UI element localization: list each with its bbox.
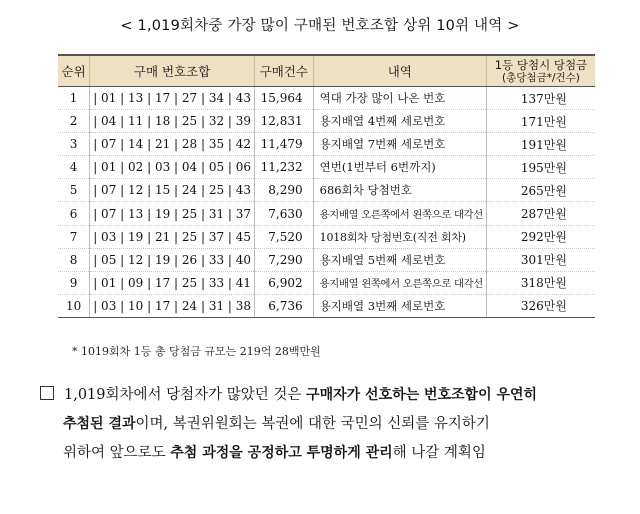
cell-combo: | 04 | 11 | 18 | 25 | 32 | 39 (90, 110, 255, 133)
cell-desc: 용지배열 5번째 세로번호 (313, 248, 486, 271)
cell-count: 15,964 (255, 87, 314, 110)
cell-prize: 326만원 (486, 294, 595, 317)
cell-count: 7,630 (255, 202, 314, 225)
cell-rank: 1 (58, 87, 90, 110)
cell-prize: 171만원 (486, 110, 595, 133)
paragraph-line-2 (40, 410, 610, 439)
cell-combo: | 07 | 12 | 15 | 24 | 25 | 43 (90, 179, 255, 202)
cell-combo: | 01 | 13 | 17 | 27 | 34 | 43 (90, 87, 255, 110)
table-row (58, 87, 595, 110)
cell-rank: 9 (58, 271, 90, 294)
cell-prize: 191만원 (486, 133, 595, 156)
cell-count: 12,831 (255, 110, 314, 133)
checkbox-bullet-icon (40, 386, 54, 400)
cell-rank: 2 (58, 110, 90, 133)
cell-desc: 용지배열 4번째 세로번호 (313, 110, 486, 133)
table-row (58, 156, 595, 179)
cell-combo: | 07 | 14 | 21 | 28 | 35 | 42 (90, 133, 255, 156)
cell-rank: 4 (58, 156, 90, 179)
cell-combo: | 01 | 02 | 03 | 04 | 05 | 06 (90, 156, 255, 179)
table-row (58, 225, 595, 248)
cell-desc: 용지배열 3번째 세로번호 (313, 294, 486, 317)
table-header-row (58, 55, 595, 87)
table-row (58, 179, 595, 202)
cell-rank: 7 (58, 225, 90, 248)
header-prize-sub: (총당첨금*/건수) (502, 71, 580, 84)
paragraph-text: 이며, 복권위원회는 복권에 대한 국민의 신뢰를 유지하기 (135, 416, 490, 432)
header-prize-main: 1등 당첨시 당첨금 (494, 57, 588, 72)
conclusion-paragraph (40, 381, 610, 468)
header-count: 구매건수 (255, 55, 314, 87)
cell-rank: 5 (58, 179, 90, 202)
cell-count: 7,290 (255, 248, 314, 271)
cell-combo: | 03 | 19 | 21 | 25 | 37 | 45 (90, 225, 255, 248)
cell-count: 6,736 (255, 294, 314, 317)
paragraph-text: 1,019회차에서 당첨자가 많았던 것은 (64, 387, 307, 403)
cell-rank: 8 (58, 248, 90, 271)
cell-prize: 301만원 (486, 248, 595, 271)
paragraph-emphasis: 구매자가 선호하는 번호조합이 우연히 (306, 387, 538, 403)
paragraph-text: 위하여 앞으로도 (63, 445, 171, 461)
table-row (58, 271, 595, 294)
table-row (58, 294, 595, 317)
document-title: < 1,019회차중 가장 많이 구매된 번호조합 상위 10위 내역 > (120, 18, 520, 34)
header-prize (486, 55, 595, 87)
header-desc: 내역 (313, 55, 486, 87)
paragraph-line-1 (40, 381, 610, 410)
cell-desc: 용지배열 오른쪽에서 왼쪽으로 대각선 (313, 202, 486, 225)
cell-desc: 연번(1번부터 6번까지) (313, 156, 486, 179)
cell-count: 8,290 (255, 179, 314, 202)
paragraph-emphasis: 추첨 과정을 공정하고 투명하게 관리 (170, 445, 393, 461)
table-footnote: * 1019회차 1등 총 당첨금 규모는 219억 28백만원 (72, 345, 321, 358)
cell-rank: 3 (58, 133, 90, 156)
cell-rank: 6 (58, 202, 90, 225)
cell-combo: | 05 | 12 | 19 | 26 | 33 | 40 (90, 248, 255, 271)
cell-prize: 265만원 (486, 179, 595, 202)
cell-rank: 10 (58, 294, 90, 317)
cell-prize: 287만원 (486, 202, 595, 225)
cell-desc: 1018회차 당첨번호(직전 회차) (313, 225, 486, 248)
cell-combo: | 01 | 09 | 17 | 25 | 33 | 41 (90, 271, 255, 294)
cell-prize: 137만원 (486, 87, 595, 110)
paragraph-text: 해 나갈 계획임 (392, 445, 486, 461)
cell-count: 11,479 (255, 133, 314, 156)
table-row (58, 248, 595, 271)
table-row (58, 133, 595, 156)
table-row (58, 110, 595, 133)
cell-combo: | 07 | 13 | 19 | 25 | 31 | 37 (90, 202, 255, 225)
top10-combinations-table (58, 54, 595, 318)
table-row (58, 202, 595, 225)
header-rank: 순위 (58, 55, 90, 87)
cell-count: 7,520 (255, 225, 314, 248)
cell-prize: 292만원 (486, 225, 595, 248)
cell-combo: | 03 | 10 | 17 | 24 | 31 | 38 (90, 294, 255, 317)
cell-prize: 318만원 (486, 271, 595, 294)
cell-desc: 용지배열 7번째 세로번호 (313, 133, 486, 156)
paragraph-line-3 (40, 439, 610, 468)
cell-count: 11,232 (255, 156, 314, 179)
cell-prize: 195만원 (486, 156, 595, 179)
paragraph-emphasis: 추첨된 결과 (63, 416, 136, 432)
cell-count: 6,902 (255, 271, 314, 294)
cell-desc: 용지배열 왼쪽에서 오른쪽으로 대각선 (313, 271, 486, 294)
cell-desc: 역대 가장 많이 나온 번호 (313, 87, 486, 110)
cell-desc: 686회차 당첨번호 (313, 179, 486, 202)
header-combo: 구매 번호조합 (90, 55, 255, 87)
